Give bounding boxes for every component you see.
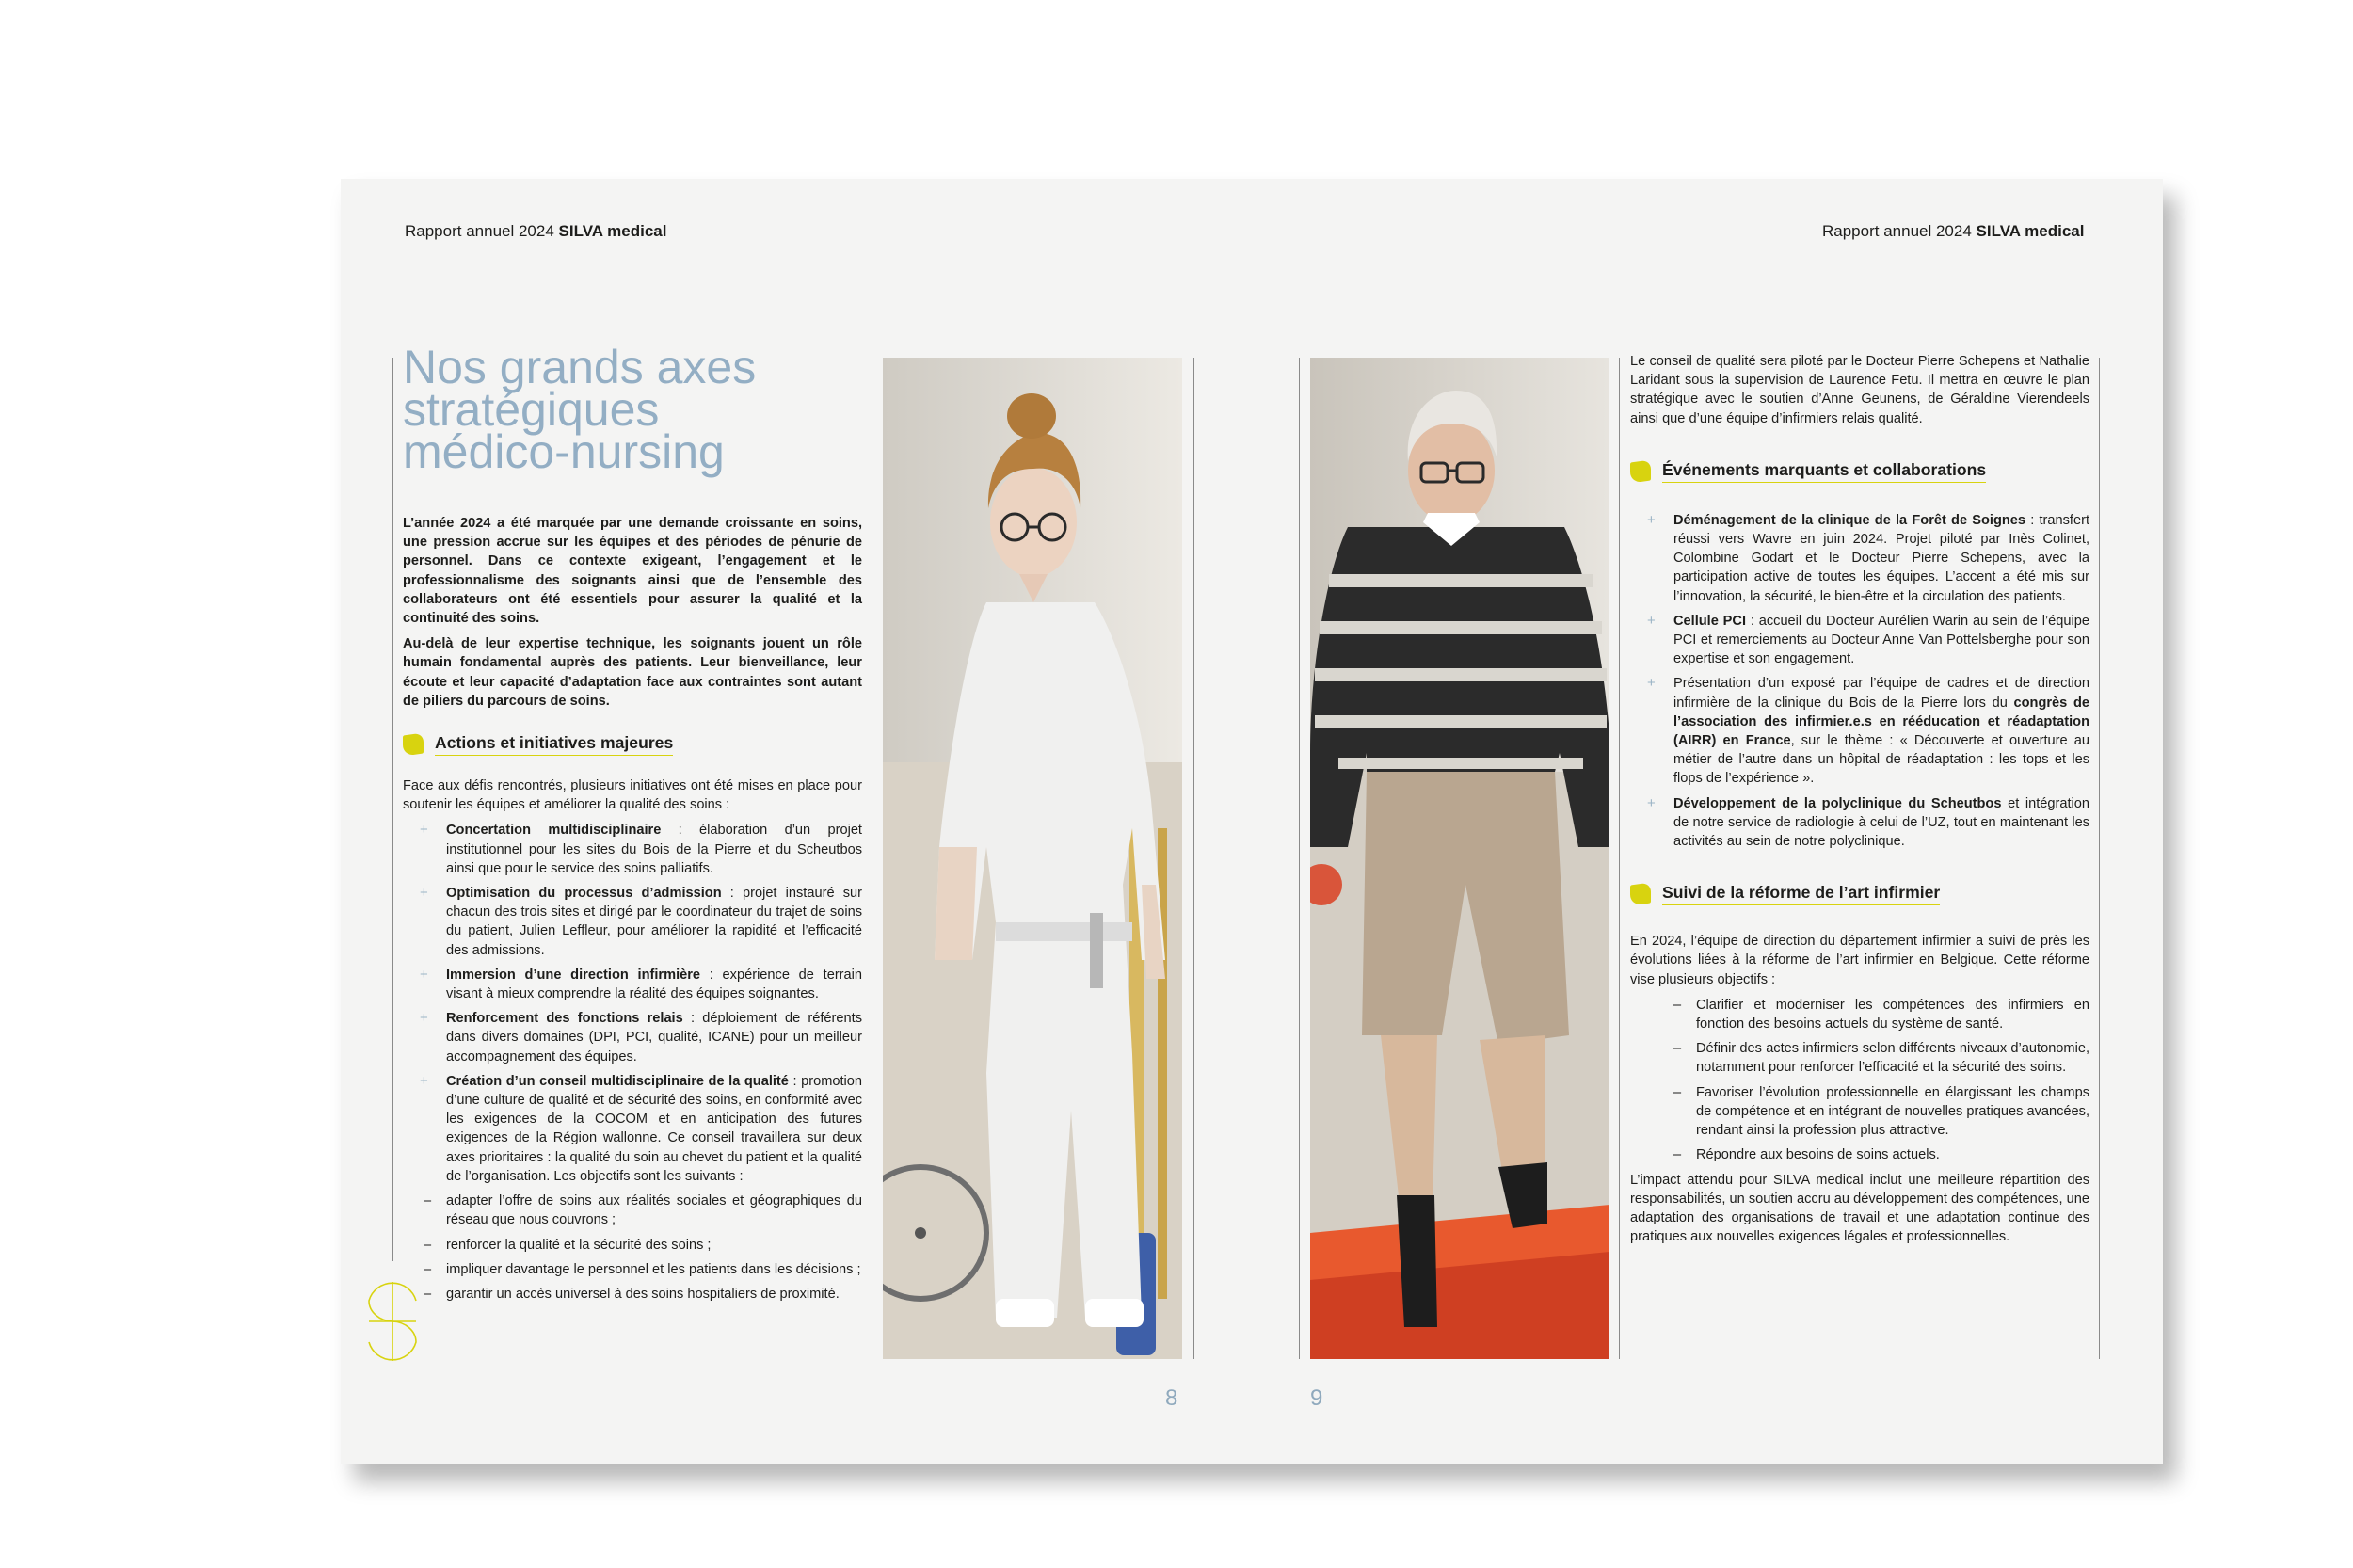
left-margin-rule [392,358,393,1261]
page-number-left: 8 [1165,1385,1178,1411]
item-text: : expérience de terrain visant à mieux comprendre la réalité des équipes soignantes. [446,967,863,1002]
list-item [1630,612,2089,669]
list-item [403,821,862,878]
sub-list-item: – impliquer davantage le personnel et les patients dans les décisions ; [424,1260,862,1279]
right-text-column [1630,352,2089,1253]
list-item [1630,674,2089,788]
header-right-brand: SILVA medical [1976,222,2085,240]
item-text: : transfert réussi vers Wavre en juin 2024. Projet piloté par Inès Colinet, Colombine Godart et le Docteur Pierre Schepens, avec la participation active de toutes les équipes. L’accent a été mis sur l’innovation, la sécurité, le bien-être et la circulation des patients. [1673,512,2089,604]
list-item: – Répondre aux besoins de soins actuels. [1673,1145,2089,1164]
item-text: : projet instauré sur chacun des trois sites et dirigé par le coordinateur du trajet de soins du patient, Julien Leffleur, pour améliorer la rapidité et l’efficacité des admissions. [446,886,862,958]
section-heading-events [1630,460,2089,483]
section-marker-icon [1630,883,1651,906]
left-photo-rule [1193,358,1194,1359]
right-photo-rule [1299,358,1300,1359]
item-bold: Création d’un conseil multidisciplinaire de la qualité [446,1073,789,1089]
item-bold: Concertation multidisciplinaire [446,823,662,839]
item-bold: Renforcement des fonctions relais [446,1011,683,1027]
section-title: Événements marquants et collaborations [1662,460,1986,483]
item-bold: congrès de l’association des infirmier.e.s en rééducation et réadaptation (AIRR) en France [1673,695,2090,749]
list-item [403,966,862,1003]
section-title: Suivi de la réforme de l’art infirmier [1662,883,1940,905]
nurse-illustration [883,358,1182,1359]
item-text: et intégration de notre service de radiologie à celui de l’UZ, tout en maintenant les activités au sein de notre polyclinique. [1673,795,2089,850]
brochure-spread [341,179,2163,1464]
list-item [403,1072,862,1304]
item-bold: Optimisation du processus d’admission [446,886,722,902]
reform-objectives-list [1673,996,2089,1165]
impact-paragraph: L’impact attendu pour SILVA medical inclut une meilleure répartition des responsabilités, un soutien accru au développement des compétences, une adaptation des organisations de travail et une adaptation continue des pratiques aux nouvelles exigences légales et professionnelles. [1630,1172,2089,1245]
sub-list-item: – renforcer la qualité et la sécurité des soins ; [424,1236,862,1255]
section-heading-reform [1630,883,2089,905]
item-text: , sur le thème : « Découverte et ouverture au métier de l’autre dans un hôpital de réadaptation : les tops et les flops de l’expérience ». [1673,733,2089,787]
section-intro: Face aux défis rencontrés, plusieurs initiatives ont été mises en place pour soutenir les équipes et améliorer la qualité des soins : [403,778,862,813]
quality-council-paragraph: Le conseil de qualité sera piloté par le Docteur Pierre Schepens et Nathalie Laridant sous la supervision de Laurence Fetu. Il mettra en œuvre le plan stratégique avec le soutien d’Anne Geunens, de Géraldine Vierendeels ainsi que d’une équipe d’infirmiers relais qualité. [1630,354,2089,426]
item-bold: Cellule PCI [1673,613,1747,629]
right-column-rule [1619,358,1620,1359]
sub-list-item: – garantir un accès universel à des soins hospitaliers de proximité. [424,1285,862,1304]
header-left-prefix: Rapport annuel 2024 [405,222,559,240]
second-paragraph: Au-delà de leur expertise technique, les soignants jouent un rôle humain fondamental auprès des patients. Leur bienveillance, leur écoute et leur capacité d’adaptation face aux contraintes sont autant de piliers du parcours de soins. [403,636,862,709]
patient-illustration [1310,358,1609,1359]
item-text: : élaboration d’un projet institutionnel pour les sites du Bois de la Pierre et du Scheutbos ainsi que pour le service des soins palliatifs. [446,823,862,876]
section-marker-icon [1630,459,1651,483]
header-left-brand: SILVA medical [558,222,667,240]
section-title: Actions et initiatives majeures [435,733,673,756]
list-item: – Clarifier et moderniser les compétences des infirmiers en fonction des besoins actuels du système de santé. [1673,996,2089,1033]
running-header-left [405,222,666,241]
silva-logo-icon [365,1282,420,1361]
running-header-right [1822,222,2084,241]
item-bold: Immersion d’une direction infirmière [446,967,701,983]
list-item: – Définir des actes infirmiers selon différents niveaux d’autonomie, notamment pour renforcer l’efficacité et la sécurité des soins. [1673,1039,2089,1077]
list-item: – Favoriser l’évolution professionnelle en élargissant les champs de compétence et en intégrant de nouvelles pratiques avancées, rendant ainsi la profession plus attractive. [1673,1083,2089,1141]
item-text: : accueil du Docteur Aurélien Warin au sein de l’équipe PCI et remerciements au Docteur Anne Van Pottelsberghe pour son expertise et son engagement. [1673,613,2089,667]
list-item [1630,794,2089,852]
item-text: Présentation d’un exposé par l’équipe de cadres et de direction infirmière de la clinique du Bois de la Pierre lors du [1673,676,2089,711]
right-margin-rule [2099,358,2100,1359]
item-text: : déploiement de référents dans divers domaines (DPI, PCI, qualité, ICANE) pour un meilleur accompagnement des équipes. [446,1011,862,1064]
item-text: : promotion d’une culture de qualité et de sécurité des soins, en conformité avec les exigences de la COCOM et en anticipation des futures exigences de la Région wallonne. Ce conseil travaillera sur deux axes prioritaires : la qualité du soin au chevet du patient et la qualité de l’organisation. Les objectifs sont les suivants : [446,1073,862,1184]
photo-elderly-patient [1310,358,1609,1359]
page-title: Nos grands axes stratégiques médico-nursing [403,341,757,478]
header-right-prefix: Rapport annuel 2024 [1822,222,1977,240]
objectives-sublist [424,1192,862,1304]
events-list [1630,511,2089,851]
sub-list-item: – adapter l’offre de soins aux réalités sociales et géographiques du réseau que nous couvrons ; [424,1192,862,1229]
section-marker-icon [403,732,424,756]
list-item [403,1009,862,1066]
section-heading-actions [403,733,862,756]
photo-nurse [883,358,1182,1359]
list-item [1630,511,2089,606]
item-bold: Déménagement de la clinique de la Forêt de Soignes [1673,512,2026,528]
left-text-column [403,514,862,1309]
intro-paragraph: L’année 2024 a été marquée par une demande croissante en soins, une pression accrue sur les équipes et des périodes de pénurie de personnel. Dans ce contexte exigeant, l’engagement et le professionnalisme des soignants ainsi que de l’ensemble des collaborateurs ont été essentiels pour assurer la qualité et la continuité des soins. [403,516,862,627]
page-number-right: 9 [1310,1385,1323,1411]
list-item [403,884,862,960]
initiatives-list [403,821,862,1304]
reform-intro: En 2024, l’équipe de direction du département infirmier a suivi de près les évolutions liées à la réforme de l’art infirmier en Belgique. Cette réforme vise plusieurs objectifs : [1630,934,2089,987]
item-bold: Développement de la polyclinique du Scheutbos [1673,795,2002,811]
